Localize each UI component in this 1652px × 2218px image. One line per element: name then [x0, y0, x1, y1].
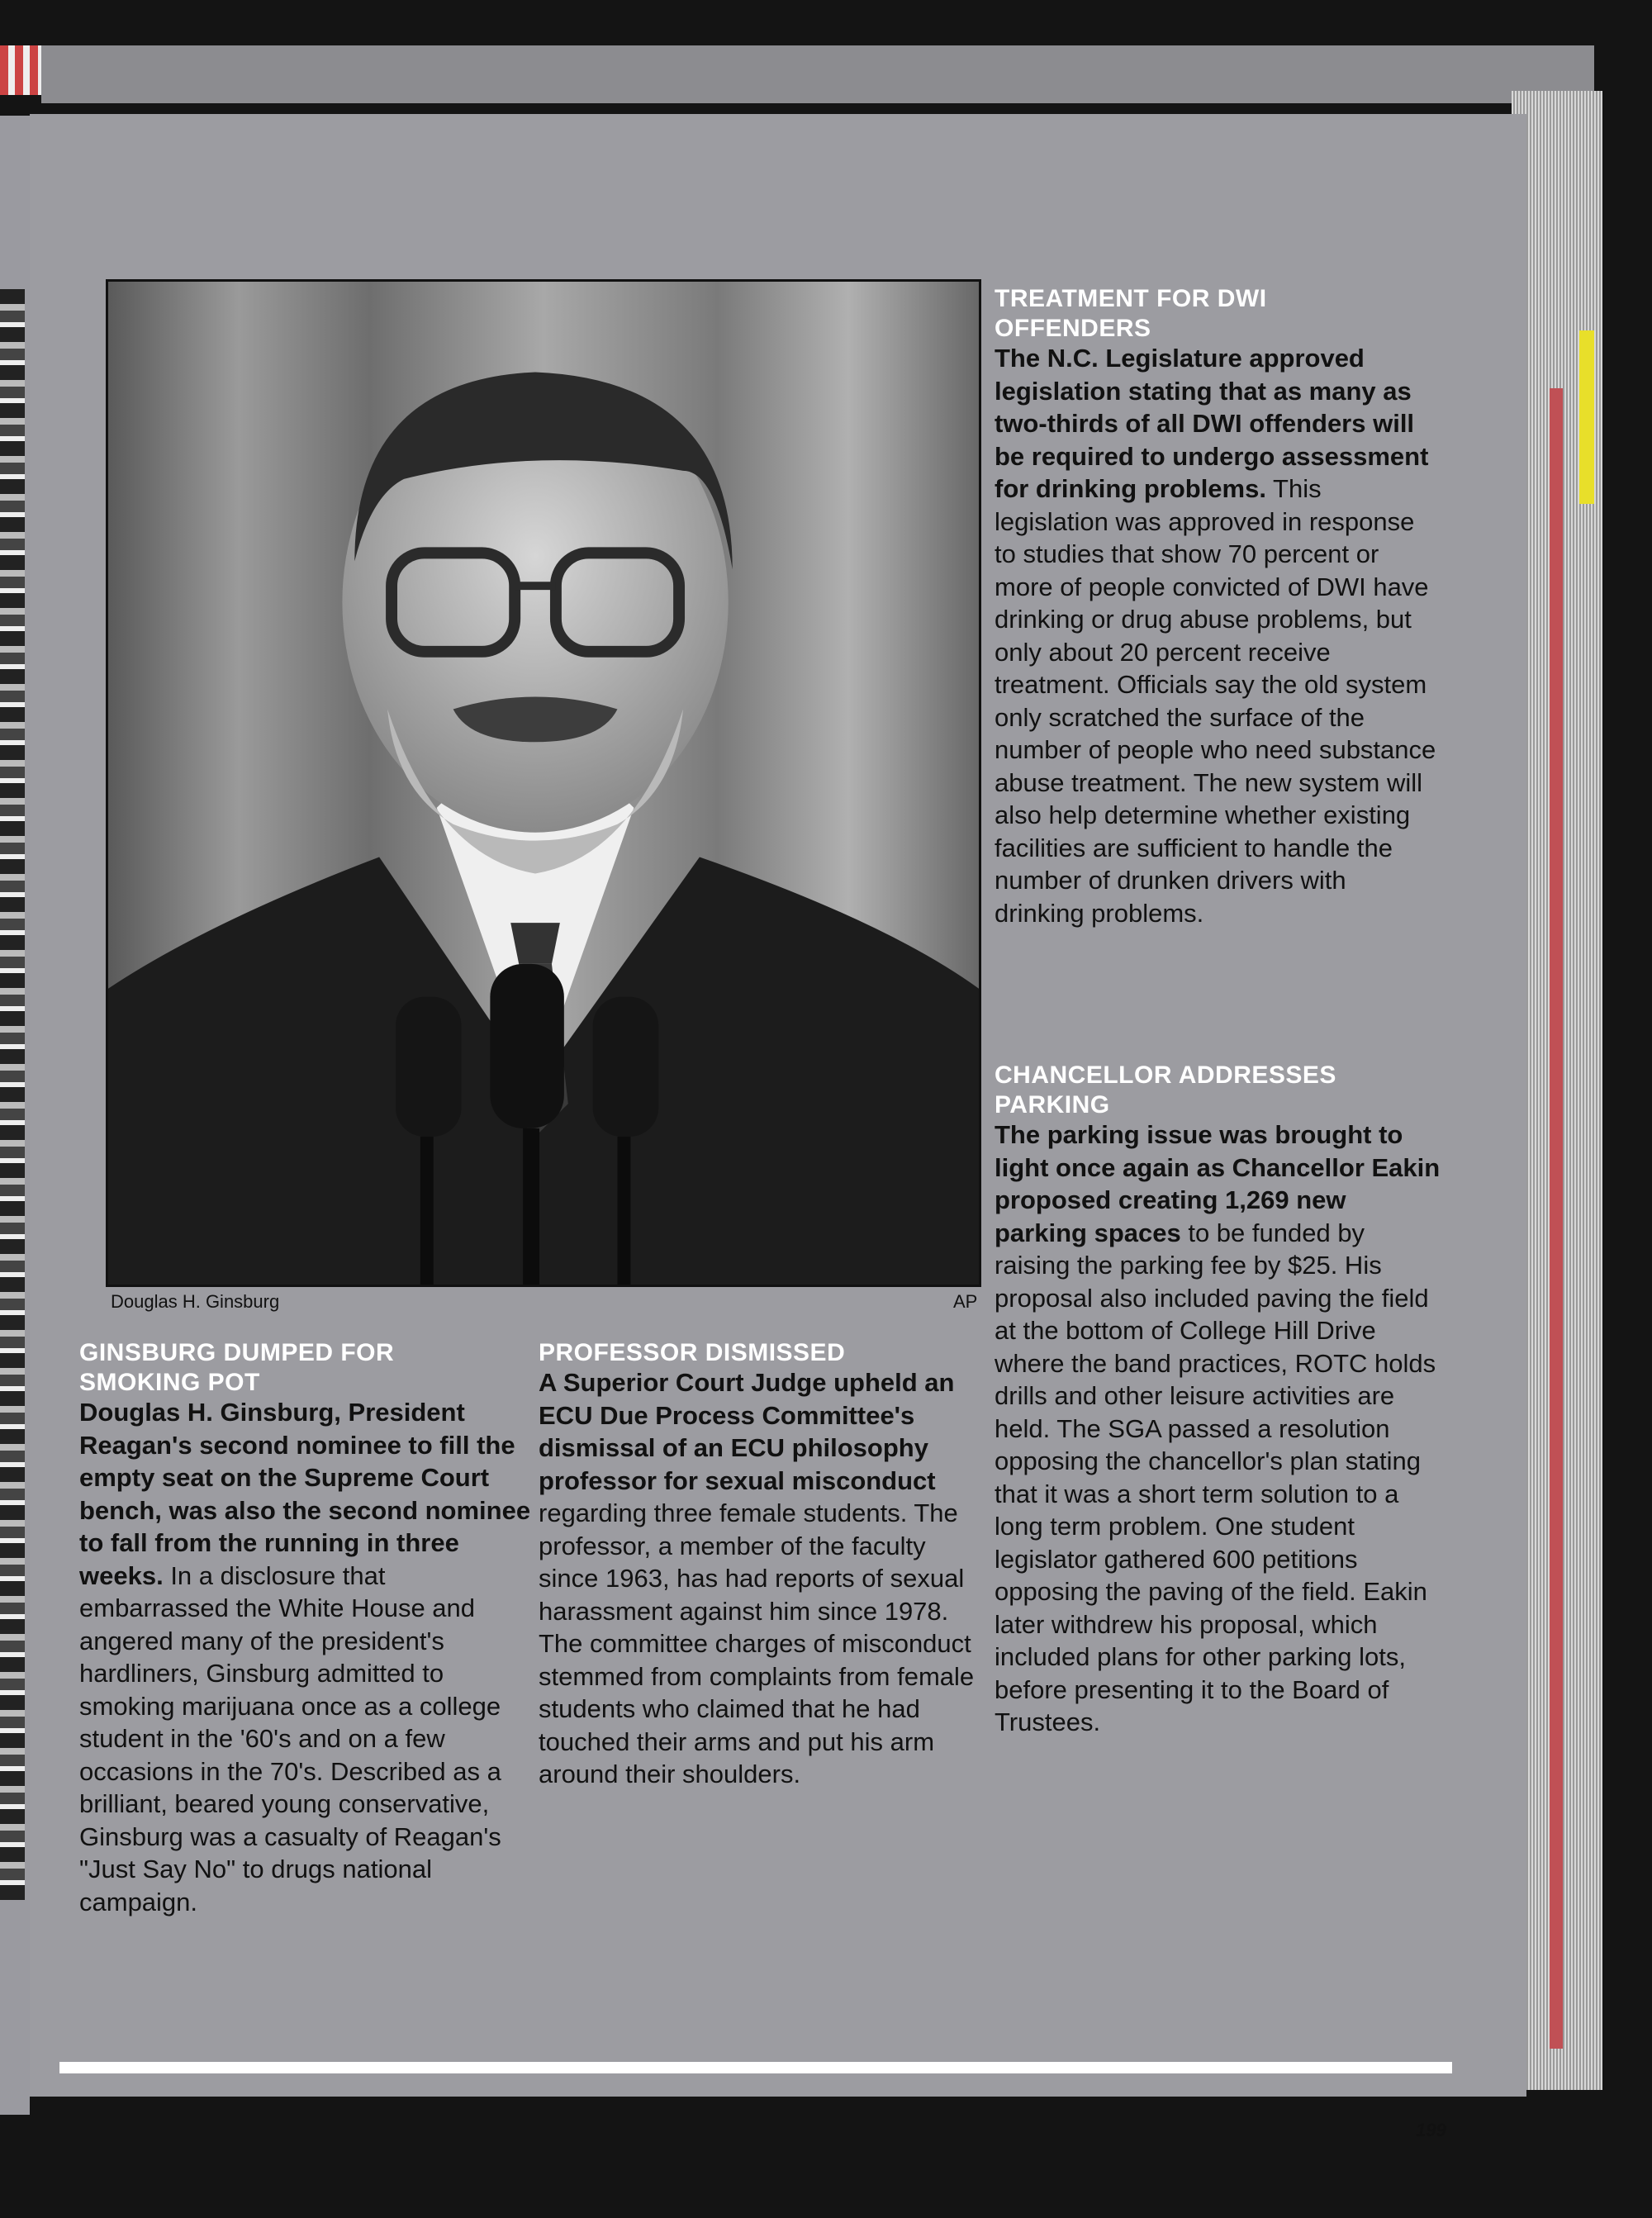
headline-parking: CHANCELLOR ADDRESSES PARKING: [995, 1062, 1336, 1118]
footer-rule: [59, 2062, 1452, 2073]
article-professor: [539, 1366, 985, 1791]
yearbook-page: [30, 114, 1526, 2140]
article-ginsburg: [79, 1396, 542, 1918]
article-parking: [995, 1118, 1441, 1739]
portrait-image: [108, 282, 979, 1285]
ginsburg-photo: [106, 279, 981, 1287]
left-page-photo-strip: [0, 289, 25, 1900]
headline-ginsburg: GINSBURG DUMPED FOR SMOKING POT: [79, 1339, 395, 1396]
yellow-tab: [1579, 330, 1594, 504]
text-dwi: This legislation was approved in response to studies that show 70 percent or more of people convicted of DWI have drinking or drug abuse problems, but only about 20 percent receive treatment. Officials say the old system only scratched the surface of the number of people who need substance abuse treatment. The new system will also help determine whether existing facilities are sufficient to handle the number of drunken drivers with drinking problems.: [995, 474, 1436, 928]
photo-caption: Douglas H. Ginsburg: [111, 1291, 280, 1312]
text-parking: to be funded by raising the parking fee by $25. His proposal also included paving the field at the bottom of College Hill Drive where the band practices, ROTC holds drills and other leisure activities are held. The SGA passed a resolution opposing the chancellor's plan stating that it was a short term solution to a long term problem. One student legislator gathered 600 petitions opposing the paving of the field. Eakin later withdrew his proposal, which included plans for other parking lots, before presenting it to the Board of Trustees.: [995, 1218, 1436, 1736]
photo-credit: AP: [953, 1291, 978, 1312]
text-ginsburg: In a disclosure that embarrassed the White House and angered many of the president's hardliners, Ginsburg admitted to smoking marijuana once as a college student in the '60's and on a few occasions in the 70's. Described as a brilliant, beared young conservative, Ginsburg was a casualty of Reagan's "Just Say No" to drugs national campaign.: [79, 1560, 501, 1916]
headline-dwi: TREATMENT FOR DWI OFFENDERS: [995, 285, 1267, 342]
lead-ginsburg: Douglas H. Ginsburg, President Reagan's second nominee to fill the empty seat on the Supreme Court bench, was also the second nominee to fall from the running in three weeks.: [79, 1398, 531, 1590]
lead-dwi: The N.C. Legislature approved legislation stating that as many as two-thirds of all DWI offenders will be required to undergo assessment for drinking problems.: [995, 344, 1429, 503]
red-page-edge: [1550, 388, 1563, 2049]
article-dwi: [995, 342, 1441, 929]
page-number: 199: [1416, 2120, 1446, 2140]
lead-parking: The parking issue was brought to light once again as Chancellor Eakin proposed creating 1,269 new parking spaces: [995, 1120, 1441, 1247]
text-professor: regarding three female students. The professor, a member of the faculty since 1963, has had reports of sexual harassment against him since 1978. The committee charges of misconduct stemmed from complaints from female students who claimed that he had touched their arms and put his arm around their shoulders.: [539, 1498, 975, 1788]
book-cover-top: [41, 45, 1594, 103]
lead-professor: A Superior Court Judge upheld an ECU Due Process Committee's dismissal of an ECU philosophy professor for sexual misconduct: [539, 1368, 955, 1495]
headline-professor: PROFESSOR DISMISSED: [539, 1339, 846, 1366]
